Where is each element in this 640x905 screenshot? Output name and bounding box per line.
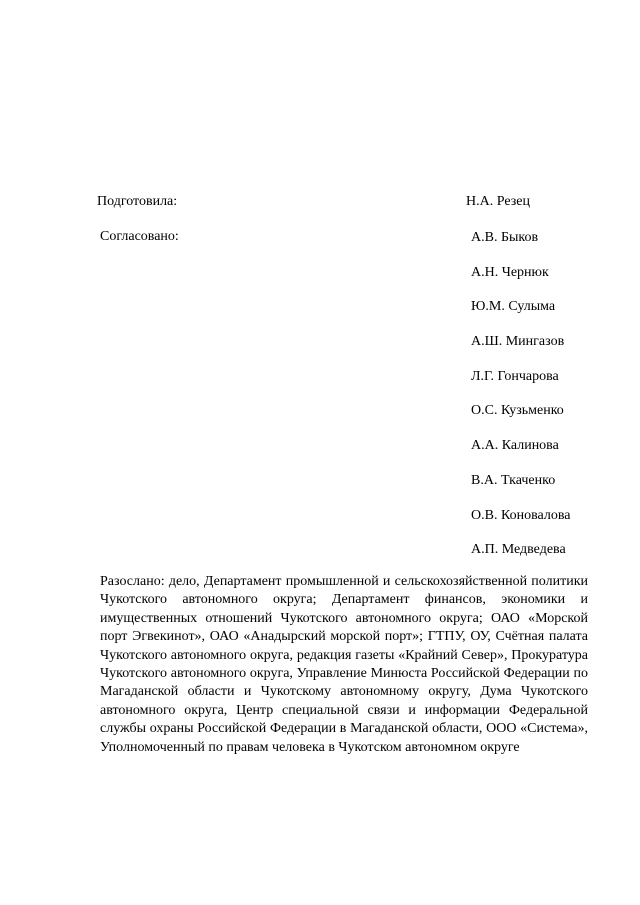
agreed-name: А.Н. Чернюк [471,264,549,280]
distribution-list: Разослано: дело, Департамент промышленной и сельскохозяйственной политики Чукотского автономного округа; Департамент финансов, экономики и имущественных отношений Чукотского автономного округа; ОАО «Морской порт Эгвекинот», ОАО «Анадырский морской порт»; ГТПУ, ОУ, Счётная палата Чукотского автономного округа, редакция газеты «Крайний Север», Прокуратура Чукотского автономного округа, Управление Минюста Российской Федерации по Магаданской области и Чукотскому автономному округу, Дума Чукотского автономного округа, Центр специальной связи и информации Федеральной службы охраны Российской Федерации в Магаданской области, ООО «Система», Уполномоченный по правам человека в Чукотском автономном округе [100,574,588,755]
agreed-name: В.А. Ткаченко [471,472,556,488]
agreed-name: Ю.М. Сулыма [471,299,556,315]
prepared-by-row [97,194,580,214]
agreed-name: О.С. Кузьменко [471,403,564,419]
agreed-names-list [471,229,570,576]
agreed-name: О.В. Коновалова [471,507,571,523]
agreed-name: А.В. Быков [471,230,539,245]
agreed-name: А.А. Калинова [471,438,559,454]
agreed-label: Согласовано: [100,229,179,244]
agreed-name: А.П. Медведева [471,542,566,558]
prepared-by-name: Н.А. Резец [466,194,530,209]
prepared-by-label: Подготовила: [97,194,178,209]
agreed-name: А.Ш. Мингазов [471,334,565,350]
agreed-name: Л.Г. Гончарова [471,368,559,384]
